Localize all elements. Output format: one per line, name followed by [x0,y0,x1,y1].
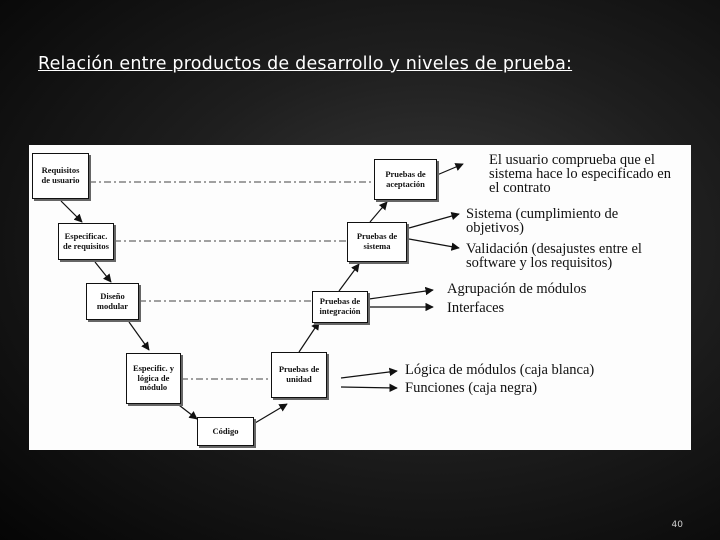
desc-funciones: Funciones (caja negra) [405,380,538,396]
box-label: Pruebas de aceptación [385,168,426,189]
desc-interfaces: Interfaces [447,300,505,316]
desc-arrow-3 [409,239,459,248]
box-label: Pruebas de sistema [356,231,398,251]
arrow-up-2 [299,322,319,352]
box-requisitos-usuario [32,153,89,199]
box-pruebas-sistema [347,222,407,262]
desc-sistema: Sistema (cumplimiento de objetivos) [466,206,619,236]
arrow-down-3 [129,322,149,350]
box-codigo [197,417,254,446]
desc-validacion: Validación (desajustes entre el software y los requisitos) [466,241,642,271]
desc-arrow-6 [341,371,397,378]
box-especificacion-requisitos [58,223,114,260]
box-label: Especific. y lógica de módulo [132,362,175,393]
arrow-down-2 [95,262,111,282]
box-diseno-modular [86,283,139,320]
box-pruebas-unidad [271,352,327,398]
desc-arrow-4 [369,290,433,299]
box-pruebas-aceptacion [374,159,437,200]
arrow-down-4 [175,402,197,419]
box-label: Diseño modular [96,290,129,311]
desc-arrow-2 [409,214,459,228]
arrow-up-1 [255,404,287,423]
page-number: 40 [671,520,683,530]
desc-agrupacion-modulos: Agrupación de módulos [447,281,587,297]
arrow-down-1 [61,201,82,222]
box-label: Especificac. de requisitos [63,230,109,251]
box-label: Pruebas de unidad [278,364,320,384]
v-model-diagram [29,145,691,450]
arrow-up-4 [370,202,387,222]
box-label: Requisitos de usuario [41,165,80,185]
desc-logica-modulos: Lógica de módulos (caja blanca) [405,362,595,378]
box-label: Código [212,425,239,436]
slide-title: Relación entre productos de desarrollo y niveles de prueba: [38,54,573,74]
desc-arrow-1 [437,164,463,175]
desc-arrow-7 [341,387,397,388]
box-especific-logica-modulo [126,353,181,404]
box-pruebas-integracion [312,291,368,323]
arrow-up-3 [339,264,359,291]
box-label: Pruebas de integración [319,296,361,316]
desc-aceptacion: El usuario comprueba que el sistema hace lo especificado en el contrato [489,152,671,196]
